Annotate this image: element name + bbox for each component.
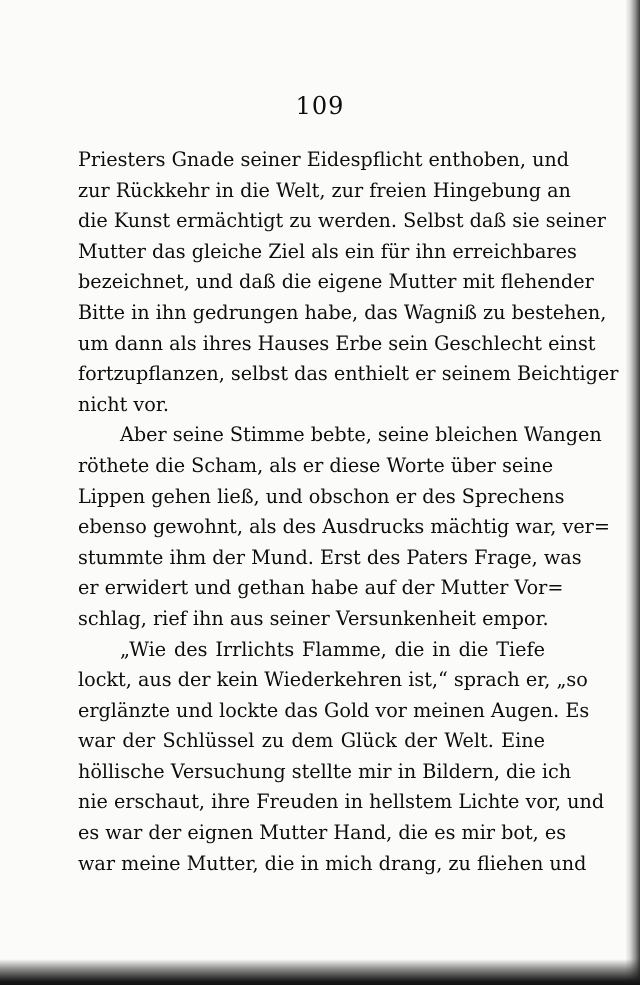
text-line: Mutter das gleiche Ziel als ein für ihn erreichbares — [78, 239, 577, 263]
text-line: war der Schlüssel zu dem Glück der Welt. Eine — [78, 729, 545, 753]
text-line: um dann als ihres Hauses Erbe sein Geschlecht einst — [78, 331, 596, 355]
text-line: er erwidert und gethan habe auf der Mutter Vor= — [78, 576, 564, 600]
text-line: nicht vor. — [78, 392, 169, 416]
text-line: „Wie des Irrlichts Flamme, die in die Tiefe — [120, 637, 545, 661]
text-line: fortzupflanzen, selbst das enthielt er seinem Beichtiger — [78, 362, 619, 386]
text-line: Priesters Gnade seiner Eidespflicht enthoben, und — [78, 148, 570, 171]
text-line: war meine Mutter, die in mich drang, zu fliehen und — [78, 851, 587, 875]
text-line: Lippen gehen ließ, und obschon er des Sprechens — [78, 484, 565, 508]
text-line: schlag, rief ihn aus seiner Versunkenheit empor. — [78, 606, 549, 630]
text-line: stummte ihm der Mund. Erst des Paters Frage, was — [78, 545, 582, 569]
text-line: zur Rückkehr in die Welt, zur freien Hingebung an — [78, 178, 571, 202]
text-line: röthete die Scham, als er diese Worte über seine — [78, 453, 554, 477]
text-line: die Kunst ermächtigt zu werden. Selbst daß sie seiner — [78, 209, 606, 233]
text-line: höllische Versuchung stellte mir in Bildern, die ich — [78, 759, 572, 783]
text-line: Aber seine Stimme bebte, seine bleichen Wangen — [120, 423, 602, 447]
text-line: lockt, aus der kein Wiederkehren ist,“ sprach er, „so — [78, 668, 588, 692]
text-line: Bitte in ihn gedrungen habe, das Wagniß zu bestehen, — [78, 300, 607, 324]
body-text — [78, 145, 619, 879]
text-line: erglänzte und lockte das Gold vor meinen Augen. Es — [78, 698, 590, 722]
text-line: bezeichnet, und daß die eigene Mutter mit flehender — [78, 270, 594, 294]
scan-edge-bottom — [0, 959, 640, 985]
scan-edge-right — [626, 0, 640, 985]
text-line: es war der eignen Mutter Hand, die es mir bot, es — [78, 821, 567, 845]
page-number: 109 — [295, 92, 345, 120]
text-line: nie erschaut, ihre Freuden in hellstem Lichte vor, und — [78, 790, 605, 814]
text-line: ebenso gewohnt, als des Ausdrucks mächtig war, ver= — [78, 515, 610, 539]
